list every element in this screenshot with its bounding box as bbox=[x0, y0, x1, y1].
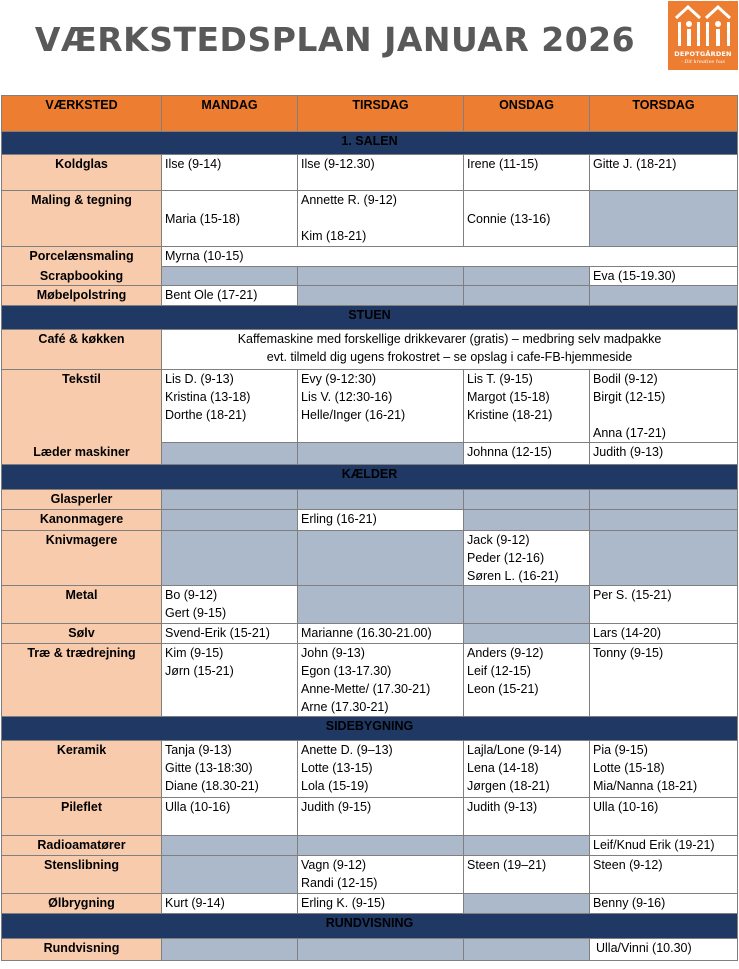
workshop-name: Café & køkken bbox=[2, 330, 162, 370]
logo-tagline: - Dit kreative hus bbox=[681, 59, 725, 65]
entry: Leif (12-15) bbox=[467, 664, 531, 678]
entry: Lis V. (12:30-16) bbox=[301, 390, 393, 404]
entry: Svend-Erik (15-21) bbox=[165, 626, 270, 640]
entry: Steen (9-12) bbox=[593, 858, 663, 872]
section-salen: 1. SALEN bbox=[2, 132, 738, 155]
entry: Jack (9-12) bbox=[467, 533, 530, 547]
workshop-name: Tekstil bbox=[2, 370, 162, 443]
entry: Ilse (9-12.30) bbox=[301, 157, 375, 171]
entry: Margot (15-18) bbox=[467, 390, 550, 404]
cafe-info bbox=[162, 330, 738, 370]
entry: Anette D. (9–13) bbox=[301, 743, 393, 757]
cell-tue bbox=[298, 644, 464, 717]
entry: Per S. (15-21) bbox=[593, 588, 672, 602]
entry: Gitte J. (18-21) bbox=[593, 157, 677, 171]
cell-mon bbox=[162, 894, 298, 914]
row-mobelpolstring bbox=[2, 286, 738, 306]
entry: Egon (13-17.30) bbox=[301, 664, 392, 678]
cell-wed bbox=[464, 155, 590, 191]
cafe-line: Kaffemaskine med forskellige drikkevarer (gratis) – medbring selv madpakke bbox=[237, 332, 662, 346]
header-tuesday: TIRSDAG bbox=[298, 96, 464, 132]
entry: Judith (9-13) bbox=[593, 445, 664, 459]
entry: Bent Ole (17-21) bbox=[165, 288, 258, 302]
cell-wed bbox=[464, 741, 590, 798]
entry: Lis T. (9-15) bbox=[467, 372, 533, 386]
entry: Gert (9-15) bbox=[165, 606, 227, 620]
row-laeder bbox=[2, 443, 738, 465]
workshop-name: Radioamatører bbox=[2, 836, 162, 856]
cell-thu bbox=[590, 939, 738, 961]
cell-mon-closed bbox=[162, 510, 298, 531]
row-stenslibning bbox=[2, 856, 738, 894]
cell-thu-closed bbox=[590, 531, 738, 586]
entry: Ulla/Vinni (10.30) bbox=[596, 941, 692, 955]
cell-mon-closed bbox=[162, 531, 298, 586]
cell-wed bbox=[464, 798, 590, 836]
cell-mon-closed bbox=[162, 267, 298, 286]
cell-tue bbox=[298, 741, 464, 798]
cell-mon bbox=[162, 741, 298, 798]
entry: Mia/Nanna (18-21) bbox=[593, 779, 698, 793]
row-keramik bbox=[2, 741, 738, 798]
entry: Bo (9-12) bbox=[165, 588, 218, 602]
cell-wed bbox=[464, 443, 590, 465]
cell-wed-closed bbox=[464, 510, 590, 531]
entry: Erling (16-21) bbox=[301, 512, 377, 526]
entry: Connie (13-16) bbox=[467, 211, 551, 226]
cell-thu-closed bbox=[590, 510, 738, 531]
cell-thu bbox=[590, 370, 738, 443]
entry: John (9-13) bbox=[301, 646, 365, 660]
entry: Kim (18-21) bbox=[301, 229, 367, 243]
workshop-name: Metal bbox=[2, 586, 162, 624]
entry: Arne (17.30-21) bbox=[301, 700, 389, 714]
workshop-name: Ølbrygning bbox=[2, 894, 162, 914]
entry: Lajla/Lone (9-14) bbox=[467, 743, 562, 757]
entry: Kurt (9-14) bbox=[165, 896, 225, 910]
header-workshop: VÆRKSTED bbox=[2, 96, 162, 132]
cell-mon-closed bbox=[162, 443, 298, 465]
row-pileflet bbox=[2, 798, 738, 836]
cell-thu bbox=[590, 644, 738, 717]
cafe-line: evt. tilmeld dig ugens frokostret – se opslag i cafe-FB-hjemmeside bbox=[266, 350, 633, 364]
section-sidebygning: SIDEBYGNING bbox=[2, 717, 738, 741]
row-glasperler bbox=[2, 490, 738, 510]
entry: Tanja (9-13) bbox=[165, 743, 232, 757]
workshop-name: Koldglas bbox=[2, 155, 162, 191]
workshop-name: Læder maskiner bbox=[2, 443, 162, 465]
cell-mon bbox=[162, 644, 298, 717]
cell-tue-closed bbox=[298, 443, 464, 465]
entry: Randi (12-15) bbox=[301, 876, 378, 890]
cell-tue-closed bbox=[298, 586, 464, 624]
header-thursday: TORSDAG bbox=[590, 96, 738, 132]
entry: Lotte (15-18) bbox=[593, 761, 665, 775]
entry: Birgit (12-15) bbox=[593, 390, 666, 404]
entry: Gitte (13-18:30) bbox=[165, 761, 253, 775]
row-olbrygning bbox=[2, 894, 738, 914]
header-row bbox=[2, 96, 738, 132]
entry: Ulla (10-16) bbox=[165, 800, 231, 814]
cell-tue bbox=[298, 894, 464, 914]
entry: Helle/Inger (16-21) bbox=[301, 408, 406, 422]
cell-thu bbox=[590, 443, 738, 465]
cell-thu bbox=[590, 267, 738, 286]
section-kaelder: KÆLDER bbox=[2, 465, 738, 490]
row-porcelaensmaling bbox=[2, 247, 738, 267]
entry: Kim (9-15) bbox=[165, 646, 224, 660]
row-scrapbooking bbox=[2, 267, 738, 286]
entry: Pia (9-15) bbox=[593, 743, 648, 757]
schedule-table bbox=[1, 95, 738, 961]
entry: Lis D. (9-13) bbox=[165, 372, 234, 386]
cell-tue bbox=[298, 624, 464, 644]
entry: Lena (14-18) bbox=[467, 761, 539, 775]
cell-mon-closed bbox=[162, 490, 298, 510]
entry: Evy (9-12:30) bbox=[301, 372, 377, 386]
cell-mon bbox=[162, 191, 298, 247]
row-solv bbox=[2, 624, 738, 644]
entry: Kristine (18-21) bbox=[467, 408, 553, 422]
cell-wed-closed bbox=[464, 939, 590, 961]
cell-mon-closed bbox=[162, 836, 298, 856]
header-wednesday: ONSDAG bbox=[464, 96, 590, 132]
row-koldglas bbox=[2, 155, 738, 191]
cell-wed-closed bbox=[464, 624, 590, 644]
cell-thu bbox=[590, 624, 738, 644]
workshop-name: Rundvisning bbox=[2, 939, 162, 961]
entry: Marianne (16.30-21.00) bbox=[301, 626, 432, 640]
entry: Jørn (15-21) bbox=[165, 664, 234, 678]
cell-mon bbox=[162, 370, 298, 443]
cell-tue bbox=[298, 191, 464, 247]
entry: Kristina (13-18) bbox=[165, 390, 251, 404]
cell-tue-closed bbox=[298, 531, 464, 586]
cell-tue-closed bbox=[298, 490, 464, 510]
row-trae bbox=[2, 644, 738, 717]
cell-mon-closed bbox=[162, 939, 298, 961]
workshop-name: Scrapbooking bbox=[2, 267, 162, 286]
entry: Judith (9-15) bbox=[301, 800, 372, 814]
workshop-name: Keramik bbox=[2, 741, 162, 798]
cell-thu-closed bbox=[590, 490, 738, 510]
entry: Steen (19–21) bbox=[467, 858, 547, 872]
cell-thu bbox=[590, 894, 738, 914]
entry: Jørgen (18-21) bbox=[467, 779, 550, 793]
workshop-name: Træ & trædrejning bbox=[2, 644, 162, 717]
section-stuen: STUEN bbox=[2, 306, 738, 330]
workshop-name: Pileflet bbox=[2, 798, 162, 836]
entry: Lola (15-19) bbox=[301, 779, 369, 793]
entry: Anne-Mette/ (17.30-21) bbox=[301, 682, 431, 696]
cell-wed-closed bbox=[464, 836, 590, 856]
cell-thu bbox=[590, 741, 738, 798]
cell-tue-closed bbox=[298, 939, 464, 961]
row-knivmagere bbox=[2, 531, 738, 586]
entry: Anders (9-12) bbox=[467, 646, 544, 660]
cell-mon bbox=[162, 247, 738, 267]
workshop-name: Knivmagere bbox=[2, 531, 162, 586]
cell-tue bbox=[298, 510, 464, 531]
entry: Maria (15-18) bbox=[165, 211, 241, 226]
cell-wed-closed bbox=[464, 267, 590, 286]
cell-wed-closed bbox=[464, 490, 590, 510]
row-maling bbox=[2, 191, 738, 247]
row-metal bbox=[2, 586, 738, 624]
entry: Myrna (10-15) bbox=[165, 249, 244, 263]
workshop-name: Kanonmagere bbox=[2, 510, 162, 531]
entry: Johnna (12-15) bbox=[467, 445, 552, 459]
entry: Dorthe (18-21) bbox=[165, 408, 247, 422]
entry: Diane (18.30-21) bbox=[165, 779, 259, 793]
row-tekstil bbox=[2, 370, 738, 443]
workshop-name: Maling & tegning bbox=[2, 191, 162, 247]
header-monday: MANDAG bbox=[162, 96, 298, 132]
entry: Lotte (13-15) bbox=[301, 761, 373, 775]
entry: Erling K. (9-15) bbox=[301, 896, 386, 910]
cell-wed bbox=[464, 531, 590, 586]
cell-mon bbox=[162, 286, 298, 306]
workshop-name: Glasperler bbox=[2, 490, 162, 510]
entry: Lars (14-20) bbox=[593, 626, 662, 640]
entry: Bodil (9-12) bbox=[593, 372, 658, 386]
cell-wed bbox=[464, 191, 590, 247]
section-rundvisning: RUNDVISNING bbox=[2, 914, 738, 939]
cell-tue-closed bbox=[298, 286, 464, 306]
cell-wed bbox=[464, 370, 590, 443]
house-figures-icon bbox=[672, 4, 734, 50]
cell-tue bbox=[298, 370, 464, 443]
entry: Peder (12-16) bbox=[467, 551, 545, 565]
entry: Ulla (10-16) bbox=[593, 800, 659, 814]
entry: Eva (15-19.30) bbox=[593, 269, 676, 283]
workshop-name: Porcelænsmaling bbox=[2, 247, 162, 267]
workshop-name: Møbelpolstring bbox=[2, 286, 162, 306]
cell-wed bbox=[464, 644, 590, 717]
cell-thu bbox=[590, 155, 738, 191]
entry: Anna (17-21) bbox=[593, 426, 666, 440]
cell-tue bbox=[298, 798, 464, 836]
cell-tue-closed bbox=[298, 836, 464, 856]
cell-wed-closed bbox=[464, 586, 590, 624]
entry: Annette R. (9-12) bbox=[301, 193, 397, 207]
entry: Leif/Knud Erik (19-21) bbox=[593, 838, 715, 852]
entry: Judith (9-13) bbox=[467, 800, 538, 814]
cell-tue bbox=[298, 856, 464, 894]
row-rundvisning bbox=[2, 939, 738, 961]
cell-wed-closed bbox=[464, 894, 590, 914]
row-kanonmagere bbox=[2, 510, 738, 531]
row-cafe bbox=[2, 330, 738, 370]
page-title: VÆRKSTEDSPLAN JANUAR 2026 bbox=[34, 20, 636, 59]
cell-thu bbox=[590, 836, 738, 856]
cell-mon bbox=[162, 624, 298, 644]
cell-mon-closed bbox=[162, 856, 298, 894]
logo-name: DEPOTGÅRDEN bbox=[674, 50, 732, 58]
cell-thu-closed bbox=[590, 286, 738, 306]
cell-wed-closed bbox=[464, 286, 590, 306]
cell-thu-closed bbox=[590, 191, 738, 247]
cell-thu bbox=[590, 586, 738, 624]
cell-tue-closed bbox=[298, 267, 464, 286]
entry: Leon (15-21) bbox=[467, 682, 539, 696]
row-radioamatorer bbox=[2, 836, 738, 856]
entry: Søren L. (16-21) bbox=[467, 569, 559, 583]
entry: Ilse (9-14) bbox=[165, 157, 222, 171]
entry: Benny (9-16) bbox=[593, 896, 666, 910]
cell-thu bbox=[590, 856, 738, 894]
cell-tue bbox=[298, 155, 464, 191]
workshop-name: Sølv bbox=[2, 624, 162, 644]
entry: Vagn (9-12) bbox=[301, 858, 367, 872]
cell-mon bbox=[162, 155, 298, 191]
entry: Irene (11-15) bbox=[467, 157, 539, 171]
depotgaarden-logo bbox=[668, 1, 738, 70]
cell-wed bbox=[464, 856, 590, 894]
cell-mon bbox=[162, 798, 298, 836]
cell-mon bbox=[162, 586, 298, 624]
entry: Tonny (9-15) bbox=[593, 646, 664, 660]
workshop-name: Stenslibning bbox=[2, 856, 162, 894]
cell-thu bbox=[590, 798, 738, 836]
